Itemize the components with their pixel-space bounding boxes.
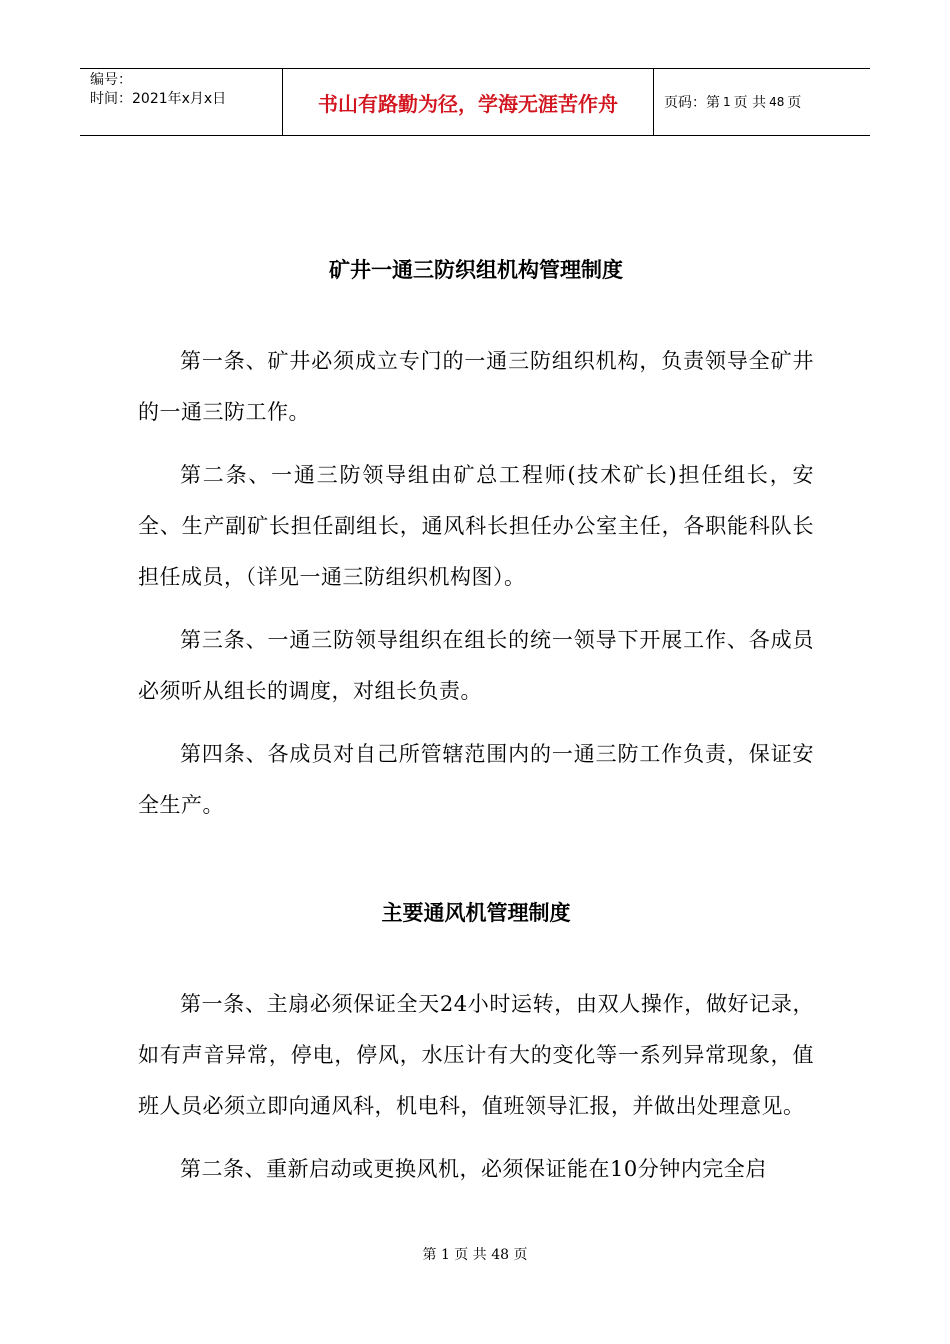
page-total: 48 bbox=[769, 95, 785, 109]
section-title-1: 矿井一通三防织组机构管理制度 bbox=[329, 258, 623, 282]
time-label: 时间：2021年x月x日 bbox=[90, 91, 227, 107]
paragraph: 第一条、主扇必须保证全天24小时运转，由双人操作，做好记录，如有声音异常，停电，停风，水压计有大的变化等一系列异常现象，值班人员必须立即向通风科，机电科，值班领导汇报，并做出处理意见。 bbox=[138, 992, 814, 1118]
page-header bbox=[80, 68, 870, 136]
header-page-info bbox=[654, 69, 870, 135]
page-suffix: 页 bbox=[787, 95, 802, 111]
header-info-cell bbox=[80, 69, 282, 135]
section-title-2: 主要通风机管理制度 bbox=[381, 901, 571, 925]
header-motto: 书山有路勤为径，学海无涯苦作舟 bbox=[282, 69, 654, 135]
page-prefix: 页码：第 bbox=[664, 95, 720, 111]
paragraph: 第二条、一通三防领导组由矿总工程师(技术矿长)担任组长，安全、生产副矿长担任副组长，通风科长担任办公室主任，各职能科队长担任成员，（详见一通三防组织机构图）。 bbox=[138, 463, 814, 589]
page-mid: 页 共 bbox=[733, 95, 767, 111]
page-number: 1 bbox=[723, 95, 731, 109]
page-footer: 第 1 页 共 48 页 bbox=[422, 1247, 528, 1263]
document-body bbox=[138, 240, 814, 1207]
paragraph: 第三条、一通三防领导组织在组长的统一领导下开展工作、各成员必须听从组长的调度，对组长负责。 bbox=[138, 628, 814, 703]
paragraph: 第二条、重新启动或更换风机，必须保证能在10分钟内完全启 bbox=[180, 1157, 767, 1181]
paragraph: 第四条、各成员对自己所管辖范围内的一通三防工作负责，保证安全生产。 bbox=[138, 742, 814, 817]
paragraph: 第一条、矿井必须成立专门的一通三防组织机构，负责领导全矿井的一通三防工作。 bbox=[138, 349, 814, 424]
number-label: 编号： bbox=[90, 72, 132, 88]
